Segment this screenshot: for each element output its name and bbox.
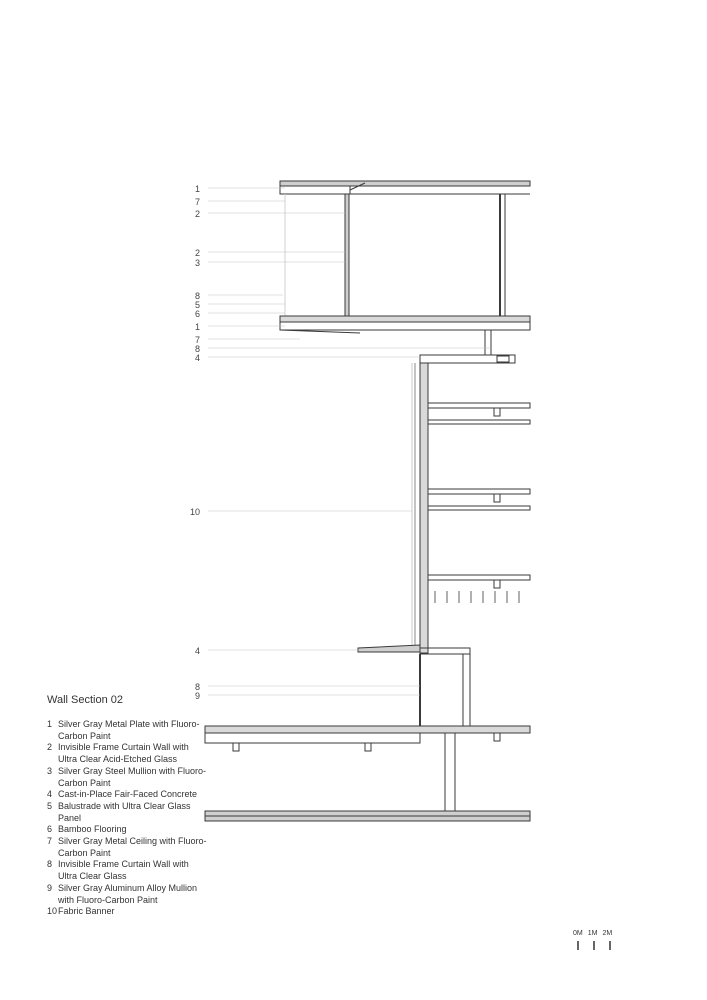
legend-item: [47, 859, 207, 882]
callout-label: 1: [195, 322, 201, 332]
legend-num: 2: [47, 742, 53, 753]
legend-text: Fabric Banner: [58, 906, 115, 917]
legend-num: 7: [47, 836, 53, 847]
legend-num: 4: [47, 789, 53, 800]
legend-item: [47, 742, 207, 765]
callout-label: 9: [195, 691, 201, 701]
callout-label: 10: [190, 507, 201, 517]
scale-label: 1M: [587, 930, 598, 937]
callout-label: 7: [195, 197, 201, 207]
callout-label: 3: [195, 258, 201, 268]
floor-slabs: [428, 403, 530, 588]
legend: [47, 719, 207, 918]
legend-item: [47, 824, 207, 836]
basement-slab: [205, 811, 530, 821]
legend-text: Balustrade with Ultra Clear Glass Panel: [58, 800, 191, 823]
legend-item: [47, 789, 207, 801]
legend-num: 10: [47, 906, 58, 917]
callout-label: 4: [195, 646, 201, 656]
legend-num: 1: [47, 719, 53, 729]
legend-item: [47, 906, 207, 918]
callout-label: 6: [195, 309, 201, 319]
legend-item: [47, 801, 207, 824]
upper-floor-slab: [280, 316, 530, 333]
legend-num: 5: [47, 800, 53, 811]
legend-item: [47, 883, 207, 906]
callout-label: 4: [195, 353, 201, 363]
legend-num: 9: [47, 882, 53, 893]
transfer-beam: [420, 330, 515, 363]
legend-item: [47, 836, 207, 859]
lower-canopy: [358, 645, 470, 726]
section-title: Wall Section 02: [47, 694, 124, 706]
legend-text: Silver Gray Aluminum Alloy Mullion with Fluoro-Carbon Paint: [58, 882, 198, 905]
upper-curtain-wall: [285, 194, 505, 316]
callout-label: 2: [195, 248, 201, 258]
callout-label: 7: [195, 335, 201, 345]
callout-label: 8: [195, 344, 201, 354]
scale-bar: [578, 941, 610, 950]
legend-text: Invisible Frame Curtain Wall with Ultra Clear Acid-Etched Glass: [58, 742, 189, 765]
callout-label: 8: [195, 682, 201, 692]
callout-label: 5: [195, 300, 201, 310]
scale-bar-labels: [573, 930, 617, 937]
legend-text: Invisible Frame Curtain Wall with Ultra Clear Glass: [58, 859, 189, 882]
scale-label: 0M: [573, 930, 583, 937]
legend-text: Silver Gray Metal Plate with Fluoro-Carbon Paint: [58, 719, 200, 741]
scale-label: 2M: [602, 930, 613, 937]
ground-slab: [205, 726, 530, 811]
callout-label: 8: [195, 291, 201, 301]
upper-roof-slab: [280, 181, 530, 194]
callout-label: 2: [195, 209, 201, 219]
legend-item: [47, 766, 207, 789]
legend-text: Cast-in-Place Fair-Faced Concrete: [58, 789, 198, 800]
legend-text: Silver Gray Steel Mullion with Fluoro-Carbon Paint: [58, 765, 207, 788]
facade-wall: [412, 363, 428, 653]
ceiling-fixtures: [435, 591, 519, 603]
legend-num: 3: [47, 765, 53, 776]
legend-text: Silver Gray Metal Ceiling with Fluoro-Carbon Paint: [58, 836, 207, 858]
callout-label: 1: [195, 184, 201, 194]
legend-item: [47, 719, 207, 742]
legend-num: 8: [47, 859, 53, 870]
legend-num: 6: [47, 824, 53, 835]
legend-text: Bamboo Flooring: [58, 824, 127, 835]
